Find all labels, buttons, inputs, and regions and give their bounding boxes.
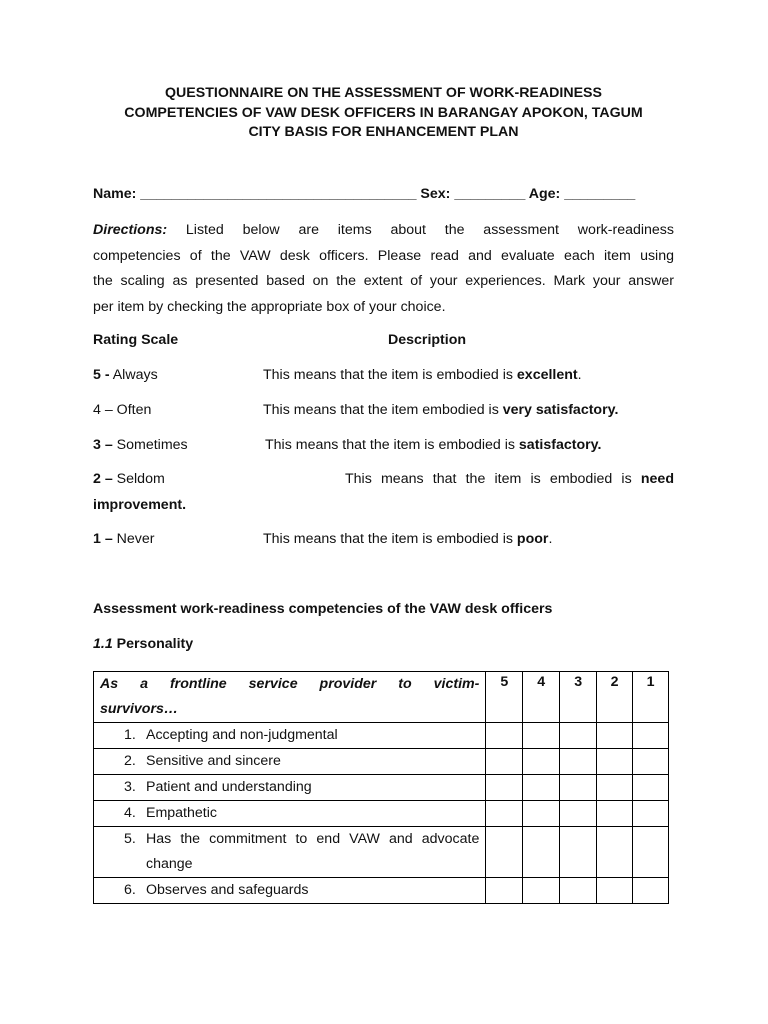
directions-line-3: the scaling as presented based on the extent of your experiences. Mark your answer <box>93 273 674 289</box>
rating-box-2[interactable] <box>597 878 633 904</box>
scale-label: Seldom <box>112 471 165 487</box>
item-number: 2. <box>124 753 136 769</box>
rating-box-4[interactable] <box>523 775 560 801</box>
column-header-5: 5 <box>486 672 523 723</box>
respondent-info-line[interactable]: Name: ___________________________________ Sex: _________ Age: _________ <box>93 186 636 202</box>
subheading-number: 1.1 <box>93 636 113 652</box>
scale-row-2 <box>93 471 165 487</box>
rating-box-1[interactable] <box>633 878 669 904</box>
table-row <box>94 827 669 878</box>
item-number: 3. <box>124 779 136 795</box>
item-text: Empathetic <box>146 805 217 821</box>
directions-line-2: competencies of the VAW desk officers. Please read and evaluate each item using <box>93 247 674 264</box>
description-header: Description <box>388 332 467 348</box>
rating-box-1[interactable] <box>633 749 669 775</box>
scale-desc-text: This means that the item is embodied is <box>265 437 519 453</box>
scale-desc-emphasis: very satisfactory. <box>502 402 619 418</box>
assessment-heading: Assessment work-readiness competencies of the VAW desk officers <box>93 601 553 617</box>
rating-box-1[interactable] <box>633 827 669 878</box>
item-text: Observes and safeguards <box>146 882 309 898</box>
personality-subheading <box>93 636 193 652</box>
item-cell <box>94 723 486 749</box>
column-header-3: 3 <box>560 672 597 723</box>
scale-num: 5 - <box>93 367 110 383</box>
scale-desc-text: This means that the item is embodied is <box>345 471 641 487</box>
table-header-line-2: survivors… <box>100 701 179 717</box>
subheading-label: Personality <box>112 636 194 652</box>
rating-box-1[interactable] <box>633 775 669 801</box>
item-text-block <box>146 827 485 877</box>
title-line-3: CITY BASIS FOR ENHANCEMENT PLAN <box>248 124 519 140</box>
rating-box-1[interactable] <box>633 723 669 749</box>
rating-box-3[interactable] <box>560 723 597 749</box>
item-text: Patient and understanding <box>146 779 312 795</box>
table-header-row <box>94 672 669 723</box>
title-line-1: QUESTIONNAIRE ON THE ASSESSMENT OF WORK-READINESS <box>165 85 602 101</box>
item-cell <box>94 878 486 904</box>
rating-box-2[interactable] <box>597 723 633 749</box>
table-header-cell <box>94 672 486 723</box>
rating-box-4[interactable] <box>523 723 560 749</box>
table-row <box>94 723 669 749</box>
table-row <box>94 801 669 827</box>
rating-box-5[interactable] <box>486 723 523 749</box>
scale-num: 4 – <box>93 402 113 418</box>
scale-label: Never <box>112 531 155 547</box>
item-number: 6. <box>124 882 136 898</box>
table-row <box>94 878 669 904</box>
rating-box-2[interactable] <box>597 827 633 878</box>
scale-label: Always <box>109 367 158 383</box>
rating-box-3[interactable] <box>560 827 597 878</box>
item-text: Sensitive and sincere <box>146 753 281 769</box>
scale-desc-1 <box>263 531 552 547</box>
item-cell <box>94 749 486 775</box>
scale-num: 1 – <box>93 531 113 547</box>
rating-box-5[interactable] <box>486 775 523 801</box>
scale-desc-emphasis: need <box>640 471 674 487</box>
scale-desc-text: This means that the item is embodied is <box>263 367 517 383</box>
item-text: Has the commitment to end VAW and advocate <box>146 831 480 847</box>
scale-num: 2 – <box>93 471 113 487</box>
rating-box-4[interactable] <box>523 827 560 878</box>
rating-box-2[interactable] <box>597 801 633 827</box>
rating-box-5[interactable] <box>486 801 523 827</box>
scale-desc-end: . <box>548 531 553 547</box>
rating-box-3[interactable] <box>560 878 597 904</box>
item-text-continuation: change <box>146 856 193 872</box>
scale-desc-2 <box>345 471 674 487</box>
rating-box-3[interactable] <box>560 749 597 775</box>
scale-row-4 <box>93 402 151 418</box>
rating-box-5[interactable] <box>486 878 523 904</box>
scale-row-1 <box>93 531 155 547</box>
rating-box-4[interactable] <box>523 878 560 904</box>
scale-row-5 <box>93 367 158 383</box>
scale-desc-3 <box>265 437 601 453</box>
scale-desc-end: . <box>577 367 582 383</box>
title-line-2: COMPETENCIES OF VAW DESK OFFICERS IN BARANGAY APOKON, TAGUM <box>124 104 643 121</box>
column-header-4: 4 <box>523 672 560 723</box>
item-cell <box>94 775 486 801</box>
rating-box-4[interactable] <box>523 749 560 775</box>
item-cell <box>94 801 486 827</box>
rating-box-5[interactable] <box>486 749 523 775</box>
directions-line-4: per item by checking the appropriate box of your choice. <box>93 298 446 315</box>
rating-box-3[interactable] <box>560 801 597 827</box>
table-row <box>94 749 669 775</box>
table-header-line-1: As a frontline service provider to victim- <box>100 676 480 692</box>
table-row <box>94 775 669 801</box>
scale-desc-emphasis: excellent <box>516 367 578 383</box>
scale-desc-emphasis: poor <box>516 531 549 547</box>
item-cell <box>94 827 486 878</box>
rating-box-1[interactable] <box>633 801 669 827</box>
scale-row-3 <box>93 437 188 453</box>
scale-label: Often <box>112 402 152 418</box>
item-number: 1. <box>124 727 136 743</box>
directions-paragraph <box>93 218 674 320</box>
item-number: 4. <box>124 805 136 821</box>
column-header-2: 2 <box>597 672 633 723</box>
rating-box-3[interactable] <box>560 775 597 801</box>
rating-box-4[interactable] <box>523 801 560 827</box>
rating-box-5[interactable] <box>486 827 523 878</box>
item-text: Accepting and non-judgmental <box>146 727 338 743</box>
scale-desc-emphasis: satisfactory. <box>518 437 602 453</box>
scale-desc-2-continuation: improvement. <box>93 497 187 513</box>
item-number: 5. <box>124 831 136 847</box>
scale-desc-5 <box>263 367 582 383</box>
scale-num: 3 – <box>93 437 113 453</box>
directions-label: Directions: <box>93 222 168 238</box>
directions-line-1: Listed below are items about the assessment work-readiness <box>167 222 674 238</box>
scale-label: Sometimes <box>112 437 188 453</box>
scale-desc-text: This means that the item embodied is <box>263 402 503 418</box>
column-header-1: 1 <box>633 672 669 723</box>
scale-desc-4 <box>263 402 618 418</box>
rating-box-2[interactable] <box>597 775 633 801</box>
rating-scale-header: Rating Scale <box>93 332 179 348</box>
rating-box-2[interactable] <box>597 749 633 775</box>
scale-desc-text: This means that the item is embodied is <box>263 531 517 547</box>
document-title <box>93 84 674 143</box>
competency-rating-table <box>93 671 669 904</box>
